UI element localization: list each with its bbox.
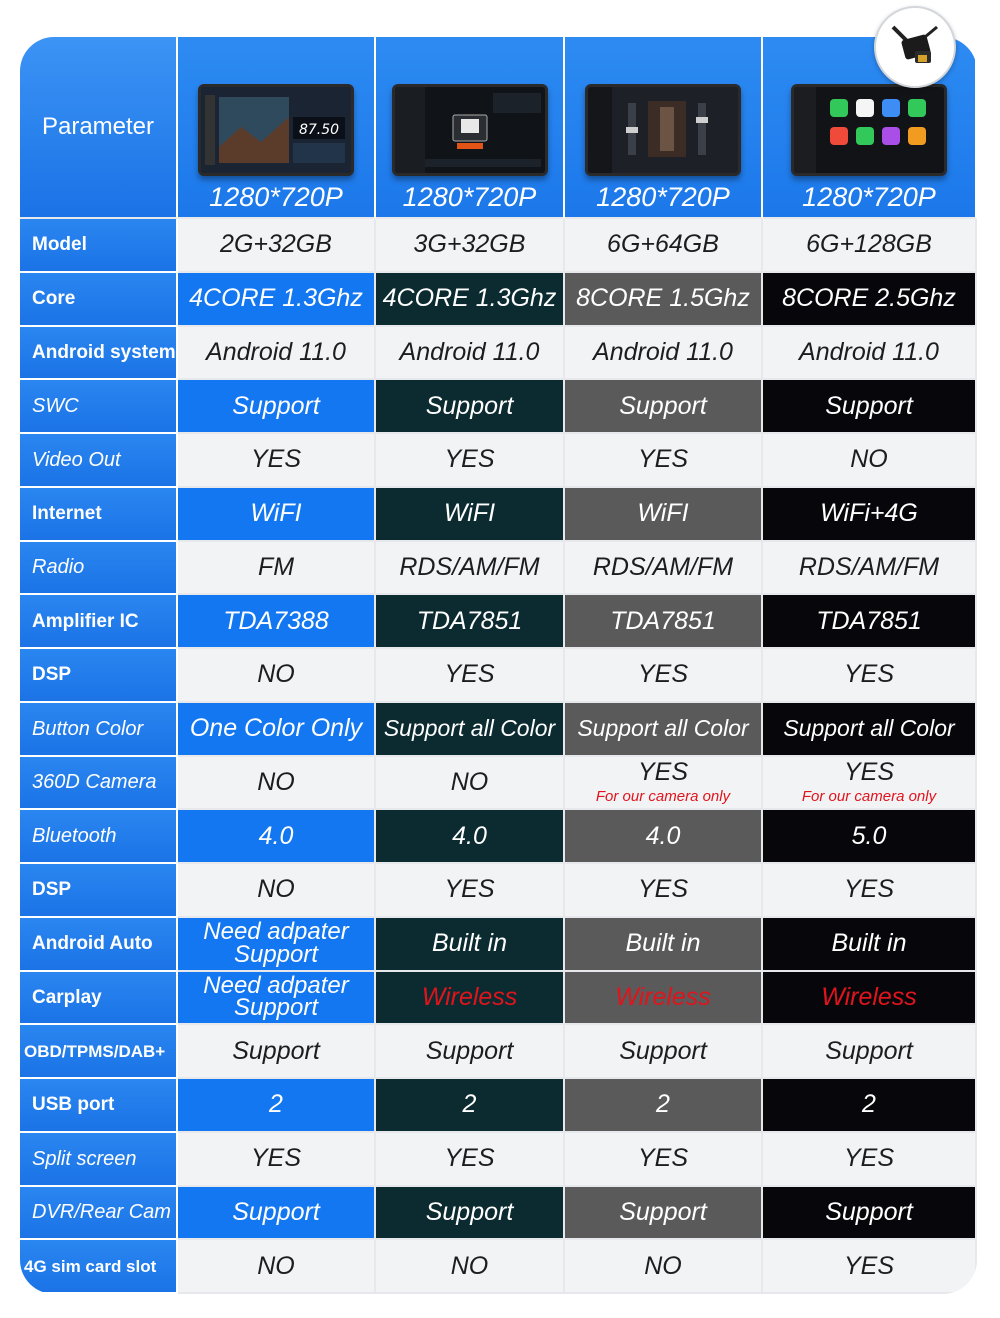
cell-value: Support: [425, 391, 514, 420]
row-label: DSP: [20, 864, 178, 918]
value-cell: [178, 219, 376, 273]
value-cell: [565, 810, 763, 864]
value-cell: [763, 434, 977, 488]
value-cell: [178, 810, 376, 864]
cell-value: Support: [232, 1036, 320, 1065]
row-label: Carplay: [20, 972, 178, 1026]
row-label: SWC: [20, 380, 178, 434]
value-cell: [565, 1187, 763, 1241]
value-cell: [178, 757, 376, 811]
cell-value: Built in: [625, 929, 701, 958]
parameter-header: [20, 37, 178, 219]
cell-value: 6G+64GB: [607, 230, 719, 259]
cell-value: YES: [843, 758, 895, 787]
value-cell: [178, 972, 376, 1026]
cell-value: YES: [444, 445, 495, 474]
value-cell: [565, 380, 763, 434]
value-cell: [376, 595, 565, 649]
map-dashboard-screen-icon: [198, 84, 354, 176]
cell-value: Built in: [431, 929, 508, 958]
cell-value: 4CORE 1.3Ghz: [189, 284, 363, 313]
cell-value: 4.0: [258, 821, 294, 850]
value-cell: [565, 434, 763, 488]
value-cell: [565, 595, 763, 649]
cell-value: Support: [425, 1197, 514, 1226]
value-cell: [376, 1025, 565, 1079]
value-cell: [565, 1240, 763, 1294]
cell-value: RDS/AM/FM: [399, 552, 540, 581]
value-cell: [763, 1025, 977, 1079]
camera-note: For our camera only: [801, 788, 937, 806]
value-cell: [565, 1133, 763, 1187]
value-cell: [178, 1133, 376, 1187]
value-cell: [763, 1133, 977, 1187]
cell-value: RDS/AM/FM: [798, 552, 940, 581]
cell-value: Support: [825, 1197, 913, 1226]
value-cell: [763, 703, 977, 757]
cell-value: NO: [257, 660, 295, 689]
cell-value: TDA7851: [610, 606, 716, 635]
cell-value: Support: [619, 391, 707, 420]
value-cell: [178, 649, 376, 703]
parameter-label: Parameter: [41, 113, 155, 140]
cell-value: TDA7851: [816, 606, 922, 635]
value-cell: [565, 649, 763, 703]
cell-value: YES: [444, 1144, 495, 1173]
value-cell: [763, 542, 977, 596]
cell-value: 8CORE 2.5Ghz: [782, 284, 956, 313]
value-cell: [376, 219, 565, 273]
value-cell: [565, 542, 763, 596]
cell-value: Built in: [831, 929, 907, 958]
cell-value: Wireless: [615, 982, 711, 1011]
value-cell: [763, 595, 977, 649]
value-cell: [178, 1079, 376, 1133]
row-label: Video Out: [20, 434, 178, 488]
value-cell: [178, 327, 376, 381]
cell-value: YES: [843, 660, 895, 689]
cell-value: FM: [257, 552, 295, 581]
value-cell: [763, 972, 977, 1026]
model-column-1-header: [178, 37, 376, 219]
value-cell: [376, 810, 565, 864]
value-cell: [565, 864, 763, 918]
value-cell: [376, 1187, 565, 1241]
value-cell: [565, 1025, 763, 1079]
value-cell: [178, 1025, 376, 1079]
value-cell: [763, 219, 977, 273]
value-cell: [178, 1240, 376, 1294]
value-cell: [376, 918, 565, 972]
cell-value: 2: [462, 1090, 477, 1119]
value-cell: [763, 757, 977, 811]
cell-value: YES: [250, 1144, 302, 1173]
value-cell: [763, 1187, 977, 1241]
row-label: Internet: [20, 488, 178, 542]
cell-value: YES: [637, 875, 689, 904]
cell-value: NO: [257, 875, 295, 904]
cell-value: 8CORE 1.5Ghz: [576, 284, 750, 313]
settings-dialog-screen-icon: [392, 84, 548, 176]
value-cell: [376, 757, 565, 811]
value-cell: [178, 273, 376, 327]
value-cell: [763, 488, 977, 542]
value-cell: [376, 649, 565, 703]
cell-value: Support: [619, 1197, 707, 1226]
cell-value: Android 11.0: [799, 337, 939, 366]
cell-value: Wireless: [821, 982, 917, 1011]
cell-value: WiFi+4G: [820, 499, 918, 528]
cell-value: WiFI: [250, 499, 302, 528]
value-cell: [763, 327, 977, 381]
cell-value: 2: [656, 1090, 670, 1119]
value-cell: [763, 864, 977, 918]
cell-value: Support: [825, 1036, 913, 1065]
cell-value: Support: [825, 391, 913, 420]
value-cell: [565, 972, 763, 1026]
cell-value: WiFI: [443, 499, 496, 528]
cell-value: NO: [257, 767, 295, 796]
value-cell: [178, 380, 376, 434]
cell-value: TDA7851: [416, 606, 523, 635]
comparison-grid: [20, 37, 977, 1294]
equalizer-screen-icon: [585, 84, 741, 176]
row-label: Bluetooth: [20, 810, 178, 864]
cell-value: Android 11.0: [206, 337, 346, 366]
cell-value: TDA7388: [223, 606, 329, 635]
value-cell: [376, 1079, 565, 1133]
cell-value: Support: [232, 391, 320, 420]
sim-adapter-badge: [874, 6, 956, 88]
svg-text:87.50: 87.50: [298, 122, 340, 138]
cell-value: WiFI: [637, 499, 689, 528]
value-cell: [763, 810, 977, 864]
value-cell: [376, 972, 565, 1026]
cell-value: NO: [257, 1251, 295, 1280]
sim-card-adapter-icon: [885, 17, 945, 77]
cell-value: Need adpater Support: [203, 971, 349, 1022]
value-cell: [763, 273, 977, 327]
value-cell: [178, 864, 376, 918]
value-cell: [376, 1240, 565, 1294]
cell-value: 2G+32GB: [220, 230, 332, 259]
cell-value: Android 11.0: [399, 337, 540, 366]
cell-value: One Color Only: [189, 714, 363, 743]
cell-value: NO: [450, 767, 489, 796]
cell-value: YES: [250, 445, 302, 474]
value-cell: [178, 918, 376, 972]
value-cell: [763, 380, 977, 434]
cell-value: Android 11.0: [593, 337, 733, 366]
row-label: Split screen: [20, 1133, 178, 1187]
value-cell: [376, 273, 565, 327]
cell-value: YES: [637, 660, 689, 689]
resolution-label: 1280*720P: [596, 182, 730, 212]
row-label: Android system: [20, 327, 178, 381]
row-label: OBD/TPMS/DAB+: [20, 1025, 178, 1079]
cell-value: NO: [850, 445, 888, 474]
row-label: Button Color: [20, 703, 178, 757]
value-cell: [178, 595, 376, 649]
value-cell: [565, 757, 763, 811]
value-cell: [376, 488, 565, 542]
value-cell: [376, 1133, 565, 1187]
cell-value: Need adpater Support: [203, 917, 349, 968]
cell-value: Support: [232, 1197, 320, 1226]
row-label: DSP: [20, 649, 178, 703]
cell-value: NO: [644, 1251, 682, 1280]
resolution-label: 1280*720P: [802, 182, 936, 212]
value-cell: [565, 327, 763, 381]
value-cell: [178, 542, 376, 596]
value-cell: [565, 273, 763, 327]
cell-value: YES: [637, 445, 689, 474]
model-column-3-header: [565, 37, 763, 219]
row-label: USB port: [20, 1079, 178, 1133]
row-label: Radio: [20, 542, 178, 596]
resolution-label: 1280*720P: [402, 182, 537, 212]
cell-value: Support all Color: [383, 715, 556, 742]
value-cell: [565, 1079, 763, 1133]
cell-value: 4CORE 1.3Ghz: [382, 284, 557, 313]
cell-value: 6G+128GB: [806, 230, 932, 259]
value-cell: [763, 1240, 977, 1294]
value-cell: [178, 434, 376, 488]
model-column-2-header: [376, 37, 565, 219]
cell-value: 5.0: [851, 821, 887, 850]
value-cell: [376, 864, 565, 918]
value-cell: [376, 380, 565, 434]
value-cell: [565, 488, 763, 542]
value-cell: [763, 918, 977, 972]
value-cell: [178, 703, 376, 757]
comparison-table: [20, 37, 977, 1294]
cell-value: 2: [862, 1090, 876, 1119]
value-cell: [376, 434, 565, 488]
carplay-apps-screen-icon: [791, 84, 947, 176]
row-label: 4G sim card slot: [20, 1240, 178, 1294]
cell-value: NO: [450, 1251, 489, 1280]
cell-value: Support: [619, 1036, 707, 1065]
cell-value: 4.0: [645, 821, 681, 850]
value-cell: [376, 327, 565, 381]
cell-value: YES: [843, 1144, 895, 1173]
row-label: DVR/Rear Cam: [20, 1187, 178, 1241]
cell-value: YES: [444, 875, 495, 904]
cell-value: YES: [637, 1144, 689, 1173]
value-cell: [763, 649, 977, 703]
cell-value: 2: [269, 1090, 283, 1119]
value-cell: [178, 1187, 376, 1241]
cell-value: Support all Color: [577, 715, 749, 742]
row-label: Model: [20, 219, 178, 273]
cell-value: Support: [425, 1036, 514, 1065]
cell-value: 4.0: [452, 821, 487, 850]
cell-value: RDS/AM/FM: [592, 552, 734, 581]
cell-value: Support all Color: [783, 715, 955, 742]
row-label: Amplifier IC: [20, 595, 178, 649]
row-label: Core: [20, 273, 178, 327]
camera-note: For our camera only: [595, 788, 731, 806]
value-cell: [763, 1079, 977, 1133]
cell-value: YES: [444, 660, 495, 689]
row-label: Android Auto: [20, 918, 178, 972]
value-cell: [178, 488, 376, 542]
value-cell: [376, 542, 565, 596]
row-label: 360D Camera: [20, 757, 178, 811]
value-cell: [565, 703, 763, 757]
value-cell: [565, 219, 763, 273]
resolution-label: 1280*720P: [209, 182, 343, 212]
cell-value: YES: [843, 875, 895, 904]
cell-value: Wireless: [421, 982, 518, 1011]
cell-value: 3G+32GB: [413, 230, 526, 259]
cell-value: YES: [843, 1251, 895, 1280]
cell-value: YES: [637, 758, 689, 787]
value-cell: [565, 918, 763, 972]
value-cell: [376, 703, 565, 757]
